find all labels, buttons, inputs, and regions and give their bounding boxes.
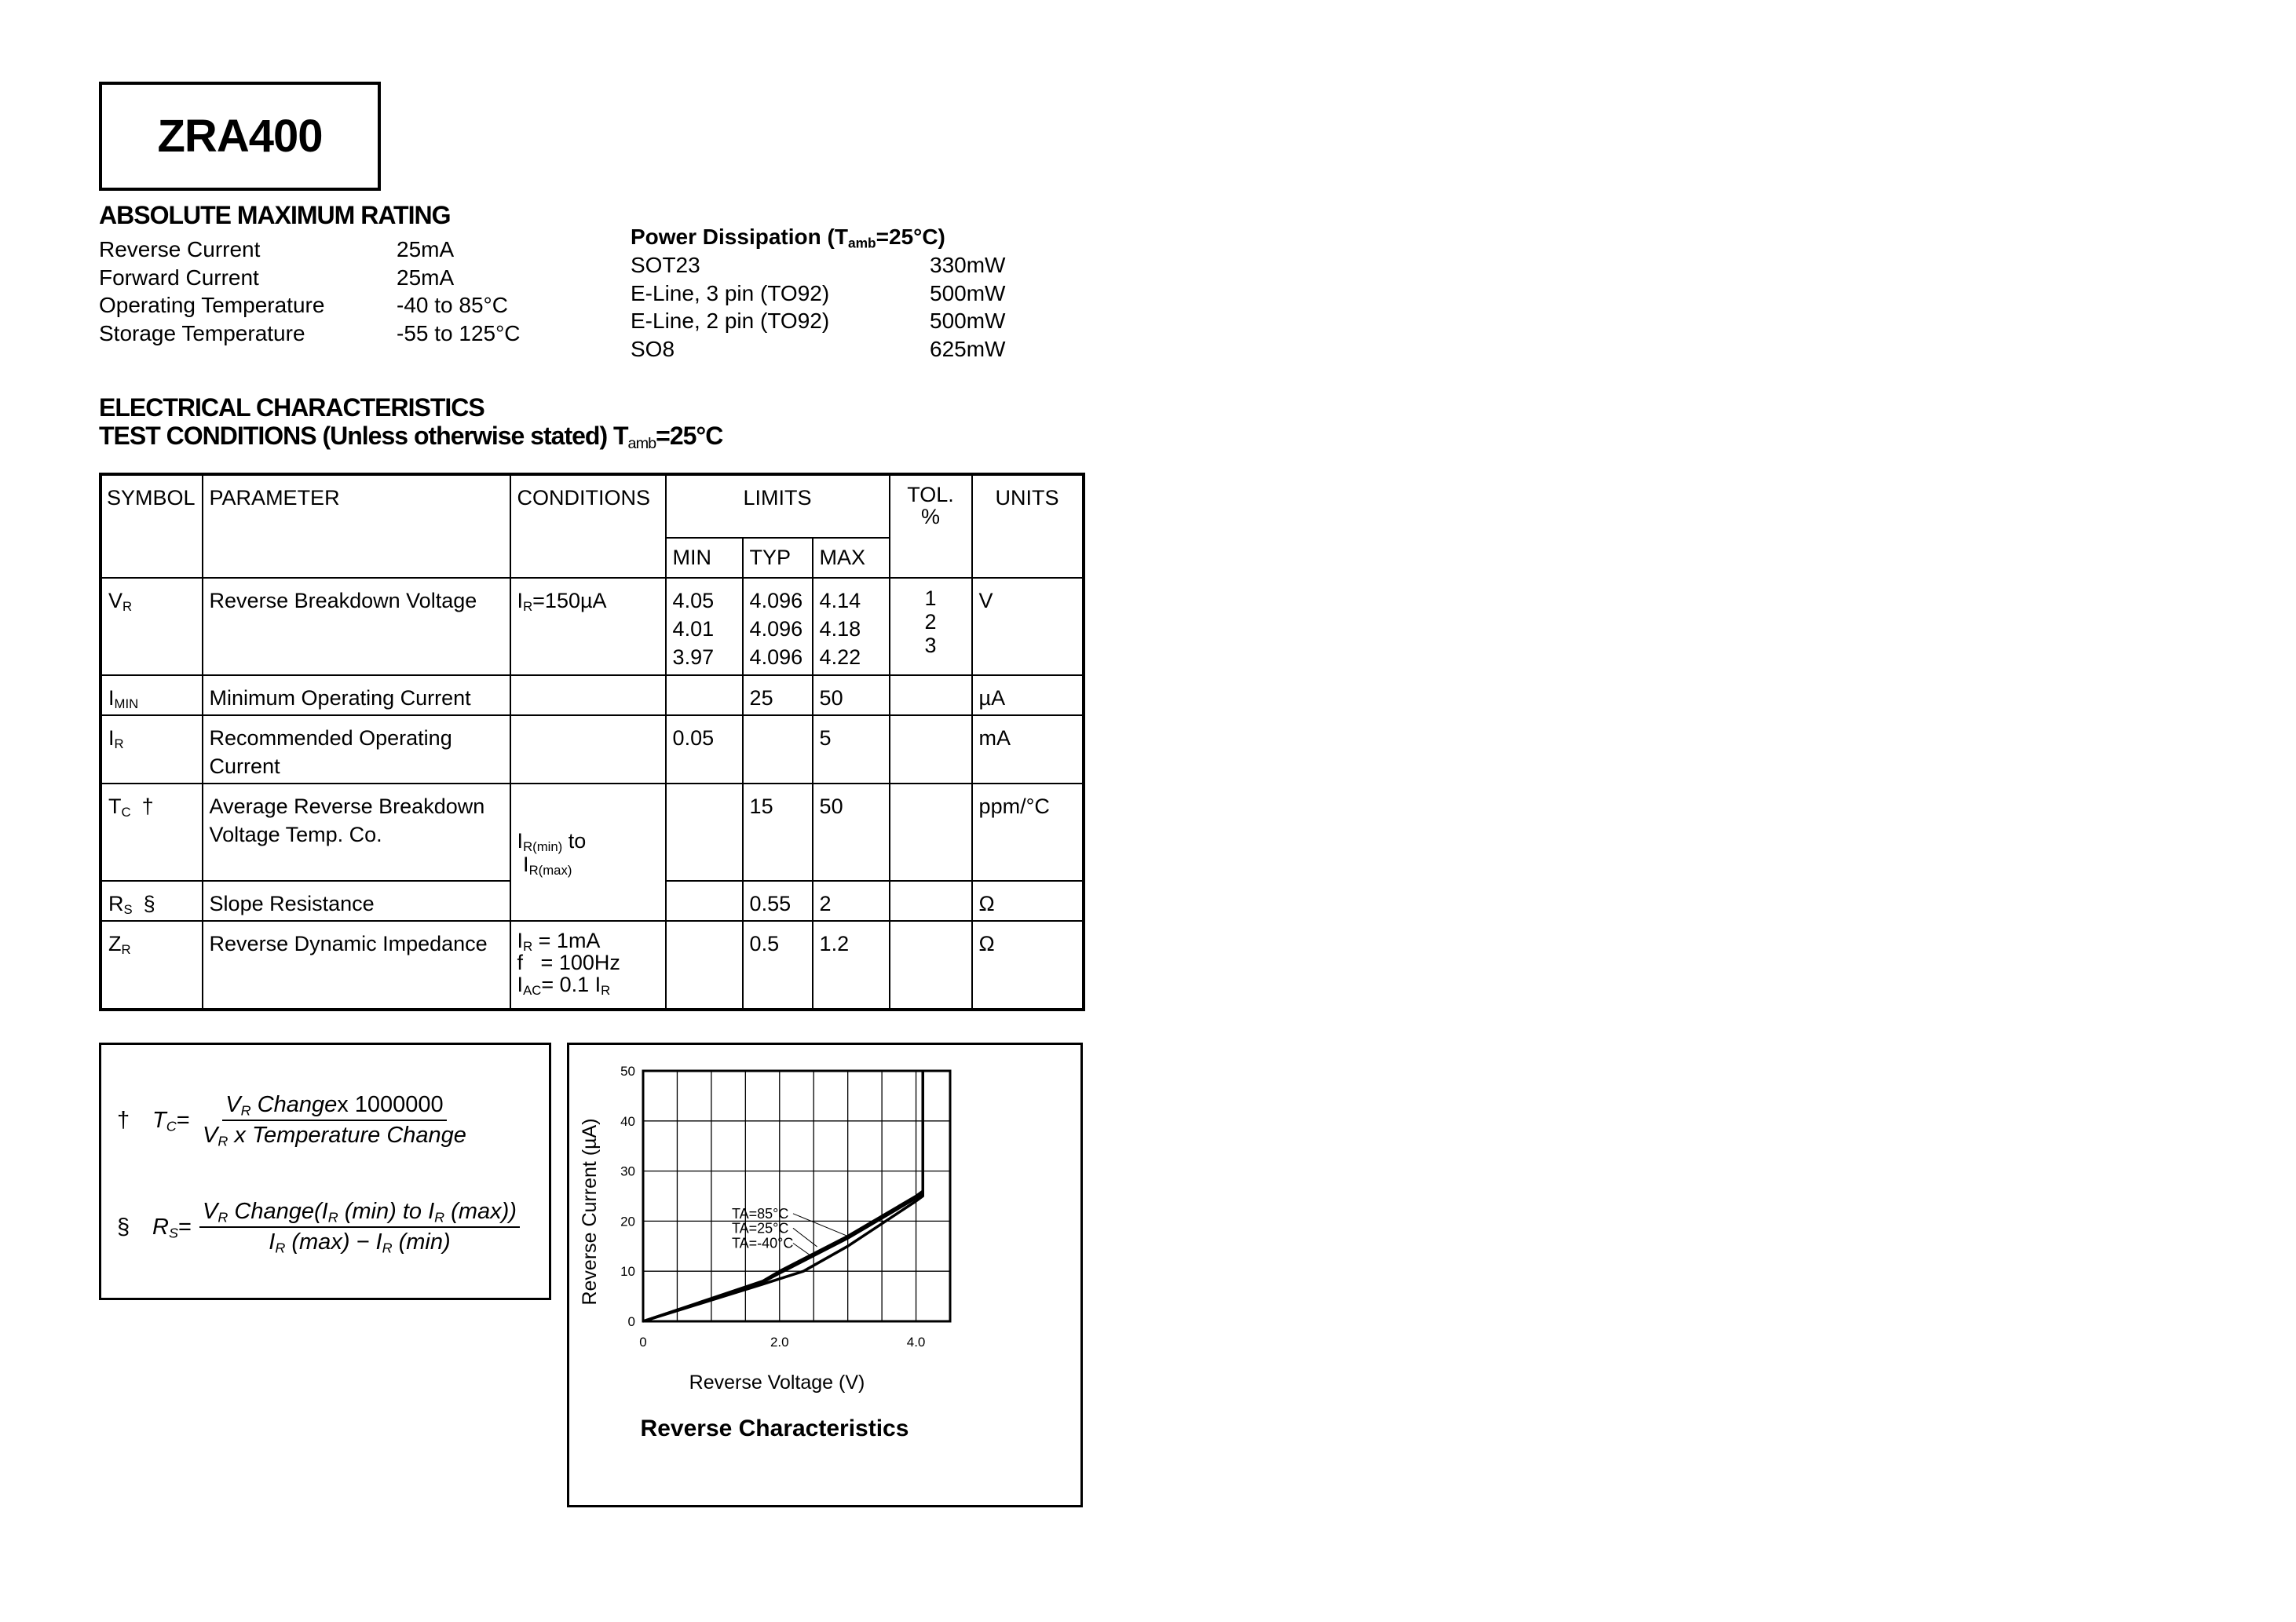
typ-value: 25 <box>749 686 773 710</box>
formula-rs <box>117 1199 520 1255</box>
footnote-mark: † <box>141 795 154 818</box>
min-cell <box>666 715 743 784</box>
min-value: 4.05 <box>672 589 715 612</box>
max-value: 4.22 <box>819 645 861 669</box>
electrical-characteristics-table <box>99 473 1085 1011</box>
series-label: TA=25°C <box>731 1220 789 1237</box>
max-value: 50 <box>819 686 843 710</box>
t: R <box>523 599 533 615</box>
elec-heading: ELECTRICAL CHARACTERISTICS <box>99 393 484 422</box>
t: V <box>225 1092 241 1117</box>
formula-tc <box>117 1092 470 1149</box>
typ-value: 4.096 <box>749 589 803 612</box>
conditions-cell <box>510 578 666 675</box>
max-value: 4.14 <box>819 589 861 612</box>
max-cell <box>813 784 890 881</box>
min-value: 3.97 <box>672 645 715 669</box>
t: = 1mA <box>532 929 601 952</box>
reverse-characteristics-chart <box>569 1045 1080 1505</box>
min-value: 4.01 <box>672 617 715 641</box>
symbol: T <box>108 795 122 818</box>
t: R <box>240 1102 251 1119</box>
symbol-cell <box>101 921 203 1010</box>
t: I <box>517 973 524 996</box>
t: R <box>275 1240 286 1256</box>
parameter-cell: Average Reverse Breakdown Voltage Temp. Co. <box>203 784 510 881</box>
header-units: UNITS <box>972 474 1084 578</box>
units-cell: mA <box>972 715 1084 784</box>
max-value: 5 <box>819 726 832 750</box>
header-parameter: PARAMETER <box>203 474 510 578</box>
max-cell <box>813 578 890 675</box>
condition-line <box>517 952 659 974</box>
min-cell <box>666 675 743 715</box>
t: AC <box>523 983 542 999</box>
symbol: R <box>108 892 124 915</box>
condition-line <box>517 829 659 853</box>
y-tick-label: 10 <box>620 1264 635 1280</box>
t: R <box>327 1209 338 1226</box>
part-number-box <box>99 82 381 191</box>
t: I <box>517 589 524 612</box>
power-heading-end: =25°C) <box>876 225 945 249</box>
min-value: 0.05 <box>672 726 715 750</box>
typ-cell <box>743 881 813 921</box>
series-line-0 <box>643 1071 923 1321</box>
y-tick-label: 0 <box>627 1314 635 1329</box>
symbol: Z <box>108 932 122 955</box>
test-conditions-text: TEST CONDITIONS (Unless otherwise stated) T <box>99 422 628 450</box>
formula-tc-lhs <box>152 1108 199 1134</box>
series-label: TA=85°C <box>731 1205 789 1222</box>
leader-line <box>793 1243 813 1258</box>
condition-line <box>517 586 659 615</box>
typ-value: 0.55 <box>749 892 792 915</box>
symbol-subscript: S <box>123 902 133 918</box>
y-axis-label: Reverse Current (µA) <box>579 1118 601 1306</box>
formula-rs-fraction <box>199 1199 520 1255</box>
header-limits: LIMITS <box>666 474 890 538</box>
t: (min) to I <box>338 1199 435 1224</box>
tol-cell <box>890 715 972 784</box>
condition-line <box>517 973 659 999</box>
max-cell <box>813 715 890 784</box>
t: = 0.1 I <box>541 973 601 996</box>
rating-label: Operating Temperature <box>99 293 325 317</box>
t: I <box>517 929 524 952</box>
t: R <box>434 1209 445 1226</box>
t: f = 100Hz <box>517 951 620 974</box>
t: to <box>562 828 587 853</box>
units-cell: Ω <box>972 881 1084 921</box>
t: I <box>517 828 524 853</box>
symbol: I <box>108 686 115 710</box>
t: Change(I <box>228 1199 328 1224</box>
symbol: V <box>108 589 123 612</box>
denominator <box>199 1121 470 1149</box>
package-label: SO8 <box>631 336 675 361</box>
test-conditions-sub: amb <box>627 434 656 452</box>
y-tick-label: 30 <box>620 1164 635 1179</box>
symbol-cell <box>101 578 203 675</box>
rating-value: -55 to 125°C <box>397 320 521 345</box>
tol-value: 2 <box>924 610 937 634</box>
formula-tc-fraction <box>199 1092 470 1149</box>
max-cell <box>813 881 890 921</box>
rating-value: 25mA <box>397 237 455 261</box>
equals: = <box>177 1214 192 1240</box>
denominator <box>265 1228 453 1255</box>
formula-rs-lhs <box>152 1215 199 1240</box>
tol-cell <box>890 921 972 1010</box>
test-conditions-heading <box>99 422 722 451</box>
package-label: E-Line, 2 pin (TO92) <box>631 309 830 333</box>
conditions-cell <box>510 784 666 921</box>
series-line-2 <box>643 1071 923 1321</box>
max-cell <box>813 675 890 715</box>
typ-value: 4.096 <box>749 617 803 641</box>
lhs-sub: S <box>168 1224 178 1240</box>
min-cell <box>666 881 743 921</box>
power-heading-text: Power Dissipation (T <box>631 225 848 249</box>
numerator <box>199 1199 520 1228</box>
rating-label: Storage Temperature <box>99 320 305 345</box>
parameter-cell: Reverse Dynamic Impedance <box>203 921 510 1010</box>
tol-cell <box>890 881 972 921</box>
y-tick-label: 40 <box>620 1113 635 1129</box>
table-row <box>101 675 1084 715</box>
table-row <box>101 784 1084 881</box>
symbol-cell <box>101 784 203 881</box>
x-axis-label: Reverse Voltage (V) <box>689 1372 865 1394</box>
t: R <box>218 1133 229 1149</box>
max-value: 4.18 <box>819 617 861 641</box>
power-heading <box>631 225 945 250</box>
package-label: SOT23 <box>631 253 700 277</box>
header-symbol: SYMBOL <box>101 474 203 578</box>
parameter-cell: Reverse Breakdown Voltage <box>203 578 510 675</box>
typ-cell <box>743 715 813 784</box>
symbol-subscript: MIN <box>114 696 139 712</box>
max-value: 1.2 <box>819 932 850 955</box>
package-power: 500mW <box>930 309 1006 333</box>
conditions-cell <box>510 921 666 1010</box>
min-cell <box>666 578 743 675</box>
lhs-sub: C <box>166 1117 177 1134</box>
symbol-subscript: C <box>121 805 131 820</box>
header-min: MIN <box>666 538 743 578</box>
chart-box <box>567 1043 1083 1507</box>
table-header-row <box>101 474 1084 538</box>
header-conditions: CONDITIONS <box>510 474 666 578</box>
symbol-cell <box>101 881 203 921</box>
rating-label: Forward Current <box>99 265 259 290</box>
x-tick-label: 4.0 <box>906 1335 926 1350</box>
series-line-1 <box>643 1071 923 1321</box>
test-conditions-end: =25°C <box>656 422 723 450</box>
parameter-cell: Slope Resistance <box>203 881 510 921</box>
t: =150µA <box>532 589 607 612</box>
header-max: MAX <box>813 538 890 578</box>
footnote-mark: § <box>143 892 155 915</box>
typ-value: 0.5 <box>749 932 780 955</box>
tol-cell <box>890 675 972 715</box>
part-number: ZRA400 <box>157 111 323 162</box>
t: R(max) <box>528 862 572 878</box>
t: R <box>218 1209 229 1226</box>
package-power: 500mW <box>930 280 1006 305</box>
symbol-cell <box>101 715 203 784</box>
numerator <box>222 1092 446 1121</box>
t: x 1000000 <box>337 1092 444 1117</box>
typ-cell <box>743 578 813 675</box>
t: (max)) <box>444 1199 517 1224</box>
condition-line <box>517 929 659 955</box>
typ-cell <box>743 921 813 1010</box>
header-typ: TYP <box>743 538 813 578</box>
parameter-cell: Recommended Operating Current <box>203 715 510 784</box>
tol-cell <box>890 784 972 881</box>
leader-line <box>793 1214 848 1237</box>
lhs-main: R <box>152 1214 169 1240</box>
plot-frame <box>643 1071 950 1321</box>
abs-max-heading: ABSOLUTE MAXIMUM RATING <box>99 201 451 229</box>
x-tick-label: 2.0 <box>770 1335 789 1350</box>
table-row <box>101 921 1084 1010</box>
t: R(min) <box>523 838 563 854</box>
parameter-cell: Minimum Operating Current <box>203 675 510 715</box>
units-cell: µA <box>972 675 1084 715</box>
typ-value: 4.096 <box>749 645 803 669</box>
rating-label: Reverse Current <box>99 237 261 261</box>
condition-line <box>517 853 659 876</box>
symbol-subscript: R <box>121 942 131 958</box>
package-power: 625mW <box>930 336 1006 361</box>
tol-value: 3 <box>924 634 937 657</box>
equals: = <box>176 1107 190 1133</box>
table-row <box>101 578 1084 675</box>
max-value: 2 <box>819 892 832 915</box>
tol-value: 1 <box>924 586 937 610</box>
y-tick-label: 20 <box>620 1214 635 1229</box>
t: I <box>517 852 529 876</box>
lhs-main: T <box>152 1107 166 1133</box>
symbol-cell <box>101 675 203 715</box>
tol-cell <box>890 578 972 675</box>
units-cell: ppm/°C <box>972 784 1084 881</box>
header-tol-label: TOL. <box>907 483 954 506</box>
chart-title: Reverse Characteristics <box>640 1416 909 1441</box>
symbol-subscript: R <box>122 599 133 615</box>
symbol: I <box>108 726 115 750</box>
formula-box <box>99 1043 551 1300</box>
t: R <box>601 983 611 999</box>
header-tol-unit: % <box>921 505 941 528</box>
t: x Temperature Change <box>228 1123 466 1148</box>
table-row <box>101 715 1084 784</box>
series-label: TA=-40°C <box>731 1235 794 1251</box>
conditions-cell <box>510 715 666 784</box>
t: V <box>203 1199 218 1224</box>
package-power: 330mW <box>930 253 1006 277</box>
rating-value: -40 to 85°C <box>397 293 508 317</box>
t: (max) − I <box>285 1229 382 1255</box>
typ-value: 15 <box>749 795 773 818</box>
min-cell <box>666 921 743 1010</box>
y-tick-label: 50 <box>620 1064 635 1079</box>
x-tick-label: 0 <box>639 1335 647 1350</box>
t: R <box>523 939 533 955</box>
units-cell: Ω <box>972 921 1084 1010</box>
dagger-symbol: † <box>117 1107 130 1133</box>
conditions-cell <box>510 675 666 715</box>
t: R <box>382 1240 393 1256</box>
header-tol <box>890 474 972 578</box>
t: I <box>269 1229 276 1255</box>
section-symbol: § <box>117 1214 130 1240</box>
rating-value: 25mA <box>397 265 455 290</box>
t: (min) <box>392 1229 451 1255</box>
max-value: 50 <box>819 795 843 818</box>
max-cell <box>813 921 890 1010</box>
typ-cell <box>743 675 813 715</box>
t: V <box>203 1123 218 1148</box>
power-heading-sub: amb <box>847 235 876 251</box>
min-cell <box>666 784 743 881</box>
symbol-subscript: R <box>114 736 124 752</box>
package-label: E-Line, 3 pin (TO92) <box>631 280 830 305</box>
typ-cell <box>743 784 813 881</box>
t: Change <box>250 1092 338 1117</box>
units-cell: V <box>972 578 1084 675</box>
